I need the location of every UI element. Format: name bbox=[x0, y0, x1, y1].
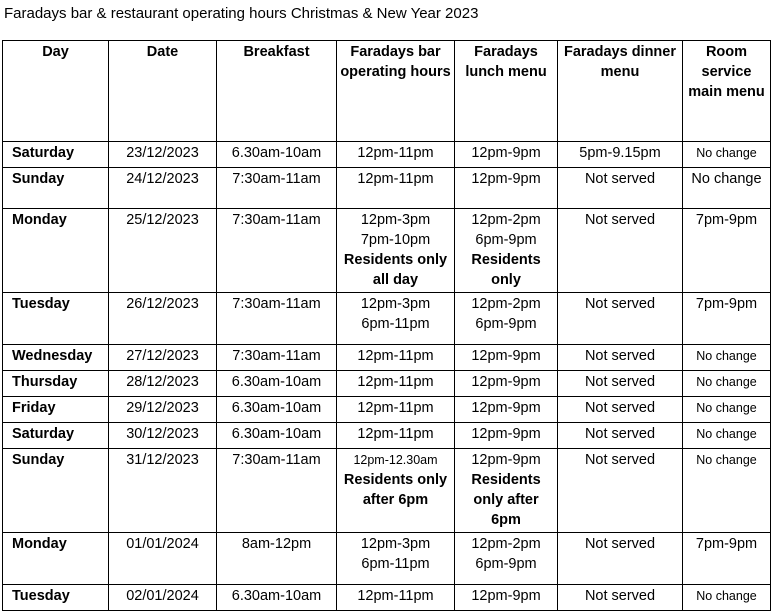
cell-date: 31/12/2023 bbox=[109, 449, 217, 533]
cell-dinner-menu: Not served bbox=[558, 423, 683, 449]
cell-lunch-menu bbox=[455, 585, 558, 611]
cell-lunch-menu-line: 6pm-9pm bbox=[475, 556, 537, 572]
cell-room-service: No change bbox=[683, 371, 771, 397]
cell-bar-hours-line: 12pm-11pm bbox=[357, 171, 434, 187]
cell-bar-hours-line: 12pm-11pm bbox=[357, 588, 434, 604]
cell-room-service: No change bbox=[683, 585, 771, 611]
cell-lunch-menu-line: 6pm-9pm bbox=[475, 232, 537, 248]
cell-date: 23/12/2023 bbox=[109, 142, 217, 168]
cell-date: 26/12/2023 bbox=[109, 293, 217, 345]
header-lunch-menu: Faradays lunch menu bbox=[455, 41, 558, 142]
cell-lunch-menu bbox=[455, 293, 558, 345]
cell-lunch-menu-line: 12pm-2pm bbox=[471, 212, 541, 228]
header-bar-hours: Faradays bar operating hours bbox=[337, 41, 455, 142]
cell-day: Saturday bbox=[3, 423, 109, 449]
cell-room-service: No change bbox=[683, 397, 771, 423]
cell-dinner-menu: Not served bbox=[558, 371, 683, 397]
header-date: Date bbox=[109, 41, 217, 142]
table-row bbox=[3, 293, 771, 345]
cell-room-service: No change bbox=[683, 345, 771, 371]
cell-lunch-menu-line: Residents only bbox=[471, 252, 541, 288]
cell-day: Monday bbox=[3, 209, 109, 293]
cell-date: 02/01/2024 bbox=[109, 585, 217, 611]
table-row bbox=[3, 449, 771, 533]
cell-bar-hours-line: 12pm-3pm bbox=[360, 212, 431, 228]
cell-dinner-menu: Not served bbox=[558, 168, 683, 209]
cell-lunch-menu-line: Residents only after 6pm bbox=[471, 472, 541, 528]
cell-dinner-menu: Not served bbox=[558, 293, 683, 345]
cell-bar-hours-line: 12pm-12.30am bbox=[353, 453, 438, 467]
cell-date: 24/12/2023 bbox=[109, 168, 217, 209]
cell-dinner-menu: Not served bbox=[558, 533, 683, 585]
cell-lunch-menu-line: 12pm-2pm bbox=[471, 296, 541, 312]
header-room-service: Room service main menu bbox=[683, 41, 771, 142]
cell-bar-hours bbox=[337, 533, 455, 585]
cell-lunch-menu-line: 12pm-9pm bbox=[471, 171, 541, 187]
header-dinner-menu: Faradays dinner menu bbox=[558, 41, 683, 142]
cell-day: Sunday bbox=[3, 449, 109, 533]
cell-lunch-menu-line: 12pm-9pm bbox=[471, 374, 541, 390]
header-day: Day bbox=[3, 41, 109, 142]
table-body bbox=[3, 142, 771, 611]
cell-lunch-menu bbox=[455, 423, 558, 449]
cell-date: 28/12/2023 bbox=[109, 371, 217, 397]
table-row bbox=[3, 168, 771, 209]
cell-bar-hours bbox=[337, 423, 455, 449]
cell-date: 01/01/2024 bbox=[109, 533, 217, 585]
cell-date: 25/12/2023 bbox=[109, 209, 217, 293]
cell-lunch-menu-line: 12pm-9pm bbox=[471, 452, 541, 468]
cell-lunch-menu-line: 12pm-9pm bbox=[471, 145, 541, 161]
cell-room-service: 7pm-9pm bbox=[683, 209, 771, 293]
cell-breakfast: 6.30am-10am bbox=[217, 397, 337, 423]
operating-hours-table bbox=[2, 40, 771, 611]
table-row bbox=[3, 371, 771, 397]
cell-room-service: No change bbox=[683, 142, 771, 168]
cell-lunch-menu-line: 12pm-9pm bbox=[471, 588, 541, 604]
cell-bar-hours-line: 12pm-3pm bbox=[360, 296, 431, 312]
cell-bar-hours bbox=[337, 293, 455, 345]
cell-bar-hours bbox=[337, 168, 455, 209]
cell-room-service: No change bbox=[683, 423, 771, 449]
cell-bar-hours-line: 6pm-11pm bbox=[361, 556, 430, 572]
cell-bar-hours bbox=[337, 209, 455, 293]
cell-dinner-menu: Not served bbox=[558, 397, 683, 423]
cell-date: 30/12/2023 bbox=[109, 423, 217, 449]
cell-lunch-menu bbox=[455, 397, 558, 423]
cell-lunch-menu-line: 12pm-9pm bbox=[471, 426, 541, 442]
cell-bar-hours bbox=[337, 449, 455, 533]
cell-day: Sunday bbox=[3, 168, 109, 209]
cell-lunch-menu-line: 6pm-9pm bbox=[475, 316, 537, 332]
cell-lunch-menu-line: 12pm-9pm bbox=[471, 348, 541, 364]
header-breakfast: Breakfast bbox=[217, 41, 337, 142]
cell-lunch-menu bbox=[455, 371, 558, 397]
cell-breakfast: 7:30am-11am bbox=[217, 345, 337, 371]
table-row bbox=[3, 585, 771, 611]
cell-bar-hours-line: Residents only after 6pm bbox=[343, 472, 448, 508]
cell-room-service: No change bbox=[683, 168, 771, 209]
cell-lunch-menu bbox=[455, 168, 558, 209]
cell-room-service: No change bbox=[683, 449, 771, 533]
cell-breakfast: 7:30am-11am bbox=[217, 293, 337, 345]
cell-breakfast: 6.30am-10am bbox=[217, 371, 337, 397]
page-title: Faradays bar & restaurant operating hours Christmas & New Year 2023 bbox=[4, 5, 479, 22]
table-row bbox=[3, 423, 771, 449]
cell-room-service: 7pm-9pm bbox=[683, 533, 771, 585]
cell-breakfast: 6.30am-10am bbox=[217, 423, 337, 449]
cell-breakfast: 6.30am-10am bbox=[217, 142, 337, 168]
cell-bar-hours bbox=[337, 142, 455, 168]
cell-lunch-menu bbox=[455, 533, 558, 585]
cell-lunch-menu bbox=[455, 345, 558, 371]
cell-day: Thursday bbox=[3, 371, 109, 397]
cell-dinner-menu: Not served bbox=[558, 449, 683, 533]
cell-breakfast: 7:30am-11am bbox=[217, 449, 337, 533]
cell-lunch-menu-line: 12pm-9pm bbox=[471, 400, 541, 416]
cell-breakfast: 8am-12pm bbox=[217, 533, 337, 585]
cell-dinner-menu: 5pm-9.15pm bbox=[558, 142, 683, 168]
table-row bbox=[3, 397, 771, 423]
table-row bbox=[3, 533, 771, 585]
cell-date: 27/12/2023 bbox=[109, 345, 217, 371]
cell-lunch-menu-line: 12pm-2pm bbox=[471, 536, 541, 552]
cell-bar-hours-line: 12pm-11pm bbox=[357, 426, 434, 442]
table-row bbox=[3, 209, 771, 293]
cell-day: Friday bbox=[3, 397, 109, 423]
cell-bar-hours bbox=[337, 585, 455, 611]
cell-bar-hours bbox=[337, 397, 455, 423]
cell-bar-hours bbox=[337, 345, 455, 371]
cell-date: 29/12/2023 bbox=[109, 397, 217, 423]
cell-bar-hours-line: 12pm-11pm bbox=[357, 145, 434, 161]
cell-lunch-menu bbox=[455, 449, 558, 533]
cell-bar-hours-line: 6pm-11pm bbox=[361, 316, 430, 332]
cell-day: Monday bbox=[3, 533, 109, 585]
cell-day: Wednesday bbox=[3, 345, 109, 371]
table-row bbox=[3, 345, 771, 371]
cell-lunch-menu bbox=[455, 142, 558, 168]
cell-day: Tuesday bbox=[3, 585, 109, 611]
cell-breakfast: 6.30am-10am bbox=[217, 585, 337, 611]
cell-bar-hours-line: 12pm-11pm bbox=[357, 400, 434, 416]
cell-bar-hours-line: Residents only all day bbox=[343, 252, 448, 288]
cell-lunch-menu bbox=[455, 209, 558, 293]
cell-day: Saturday bbox=[3, 142, 109, 168]
cell-dinner-menu: Not served bbox=[558, 209, 683, 293]
cell-bar-hours-line: 12pm-3pm bbox=[360, 536, 431, 552]
cell-dinner-menu: Not served bbox=[558, 585, 683, 611]
table-row bbox=[3, 142, 771, 168]
cell-bar-hours bbox=[337, 371, 455, 397]
cell-bar-hours-line: 12pm-11pm bbox=[357, 374, 434, 390]
cell-dinner-menu: Not served bbox=[558, 345, 683, 371]
cell-breakfast: 7:30am-11am bbox=[217, 209, 337, 293]
cell-room-service: 7pm-9pm bbox=[683, 293, 771, 345]
header-row bbox=[3, 41, 771, 142]
cell-breakfast: 7:30am-11am bbox=[217, 168, 337, 209]
cell-bar-hours-line: 12pm-11pm bbox=[357, 348, 434, 364]
cell-day: Tuesday bbox=[3, 293, 109, 345]
cell-bar-hours-line: 7pm-10pm bbox=[360, 232, 431, 248]
